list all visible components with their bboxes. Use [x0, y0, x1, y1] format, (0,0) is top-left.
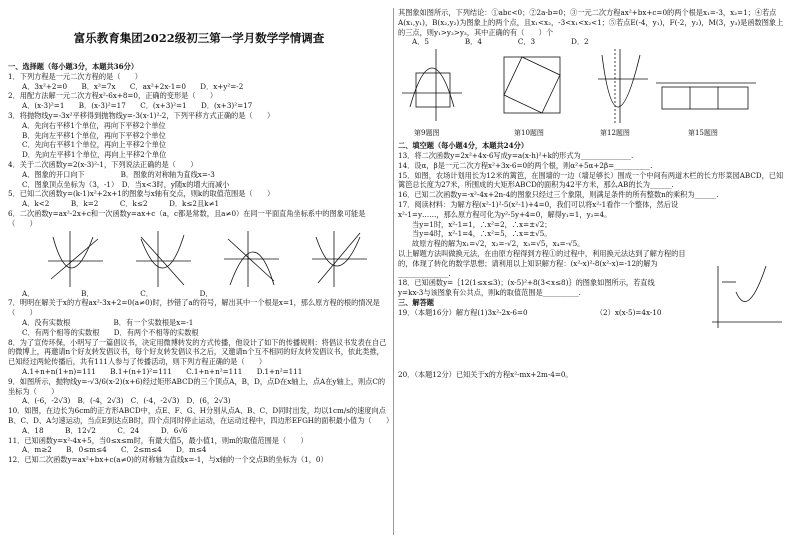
graph-d [312, 231, 367, 287]
question-15: 15．如图，农场计划用长为12米的篱笆，在围墙的一边（墙足够长）围成一个中间有两道木栏的长方形菜园ABCD，已知篱笆总长度为27米，所围成的大矩形ABCD的面积为42平方米，那么AB的长为______. [398, 170, 784, 190]
question-9-options: A．(-6，-2√3) B．(-4，2√3) C．(-4，-2√3) D．(6，2√3) [22, 396, 231, 406]
question-6-options: A． B． C． D． [22, 288, 213, 298]
left-column [8, 62, 394, 465]
right-column [398, 8, 786, 379]
figure-captions [398, 129, 786, 141]
graph-b [136, 231, 191, 287]
question-4-options-cd: C．图象顶点坐标为（3，-1） D．当x<3时，y随x的增大而减小 [22, 179, 230, 189]
caption-fig9: 第9题图 [414, 129, 440, 138]
figure-row [398, 47, 786, 129]
page-title: 富乐教育集团2022级初三第一学月数学学情调查 [73, 31, 325, 45]
question-17-case2: 当y=4时，x²-1=4，∴x²=5，∴x=±√5。 [412, 229, 552, 239]
question-5-options: A．k<2 B．k=2 C．k≤2 D．k≤2且k≠1 [22, 199, 220, 209]
question-12: 12．已知二次函数y=ax²+bx+c(a≠0)的对称轴为直线x=-1，与x轴的一个交点B的坐标为（1，0） [8, 455, 328, 465]
question-3: 3．将抛物线y=-3x²平移得到抛物线y=-3(x-1)²-2，下列平移方式正确的是（ ） [8, 110, 275, 120]
figure-10 [504, 57, 560, 113]
question-4: 4．关于二次函数y=2(x-3)²-1，下列说法正确的是（ ） [8, 159, 198, 169]
question-6: 6．二次函数y=ax²-2x+c和一次函数y=ax+c（a，c都是常数，且a≠0）在同一平面直角坐标系中的图象可能是（ ） [8, 208, 366, 228]
caption-fig10: 第10题图 [514, 129, 544, 138]
question-20: 20．（本题12分）已知关于x的方程x²-mx+2m-4=0。 [398, 369, 573, 379]
question-18-part2: y=kx-3与该图象有公共点，则k的取值范围是__________. [398, 288, 581, 298]
question-1: 1．下列方程是一元二次方程的是（ ） [8, 71, 142, 81]
caption-fig12: 第12题图 [600, 129, 630, 138]
question-6-graphs [8, 229, 390, 289]
question-8-options: A.1+n+n(1+n)=111 B.1+(n+1)²=111 C.1+n+n²=111 D.1+n²=111 [22, 366, 303, 376]
question-11-options: A．m≥2 B．0≤m≤4 C．2≤m≤4 D．m≤4 [22, 445, 207, 455]
graph-a [48, 231, 103, 287]
section-fill-heading: 二、填空题（每小题4分，本题共24分） [398, 141, 529, 151]
figures-svg [398, 47, 786, 129]
question-3-option-b: B．先向左平移1个单位，再向下平移2个单位 [22, 130, 166, 140]
question-3-option-d: D．先向左平移1个单位，再向上平移2个单位 [22, 150, 167, 160]
question-3-option-a: A．先向右平移1个单位，再向下平移2个单位 [22, 120, 166, 130]
question-10: 10．如图，在边长为6cm的正方形ABCD中，点E、F、G、H分别从点A、B、C、D同时出发，均以1cm/s的速度向点B、C、D、A匀速运动，当点E到达点B时，四个点同时停止运动，在运动过程中，四边形EFGH的面积最小值为（ ） [8, 406, 394, 425]
question-18-part1: 18．已知函数y=｛12(1≤x≤3)；(x-5)²+8(3<x≤8)｝的图象如图所示，若直线 [398, 278, 655, 288]
question-7-options-cd: C．有两个相等的实数根 D．有两个不相等的实数根 [22, 327, 199, 337]
figure-18-graph [706, 262, 784, 332]
question-2-options: A．(x-3)²=1 B．(x-3)²=17 C．(x+3)²=1 D．(x+3)²=17 [22, 101, 253, 111]
question-13: 13．将二次函数y=2x²+4x-6写成y=a(x-h)²+k的形式为______________. [398, 150, 634, 160]
question-12-options: A．5 B．4 C．3 D．2 [412, 37, 589, 47]
question-5: 5．已知二次函数y=(k-1)x²+2x+1的图象与x轴有交点，则k的取值范围是（ ） [8, 189, 275, 199]
question-6-graph-svg [8, 229, 390, 289]
question-17-solution: 故原方程的解为x₁=√2，x₂=-√2，x₃=√5，x₄=-√5。 [412, 239, 585, 249]
figure-15 [656, 83, 756, 109]
section-choice-heading: 一、选择题（每小题3分，本题共36分） [8, 62, 139, 71]
figure-12 [598, 49, 648, 123]
question-10-options: A．18 B．12√2 C．24 D．6√6 [22, 425, 188, 435]
question-9: 9．如图所示，抛物线y=-√3/6(x-2)(x+6)经过矩形ABCD的三个顶点A，B，D，点D在x轴上，点A在y轴上，则点C的坐标为（ ） [8, 376, 386, 396]
question-17-block [398, 200, 786, 278]
question-17-intro: 17．阅读材料：为解方程(x²-1)²-5(x²-1)+4=0，我们可以将x²-1看作一个整体，然后设x²-1=y……，那么原方程可化为y²-5y+4=0，解得y₁=1，y₂=4。 [398, 199, 679, 219]
question-19: 19．（本题16分）解方程(1)3x²-2x-6=0 （2）x(x-5)=4x-10 [398, 307, 662, 317]
question-2: 2．用配方法解一元二次方程x²-6x+8=0，正确的变形是（ ） [8, 91, 218, 101]
question-17-case1: 当y=1时，x²-1=1，∴x²=2，∴x=±√2； [412, 219, 552, 229]
question-12-continued: 其图象如图所示，下列结论：①abc<0；②2a-b=0；③一元二次方程ax²+bx+c=0的两个根是x₁=-3，x₂=1；④若点A(x₁,y₁)，B(x₂,y₂)为图象上的两个点，且x₁<x₂，-3<x₁<x₂<1；⑤若点E(-4，y₁)，F(-2，y₂)，M(3，y₃)是函数图象上的三点，则y₁>y₂>y₃，其中正确的有（ ）个 [398, 8, 784, 37]
question-3-option-c: C．先向右平移1个单位，再向上平移2个单位 [22, 140, 167, 150]
question-1-options: A．3x²+2=0 B．x²=7x C．ax²+2x-1=0 D．x+y²=-2 [22, 81, 244, 91]
question-14: 14．设α，β是一元二次方程x²+3x-6=0的两个根，则α²+5α+2β=__________. [398, 160, 653, 170]
section-answer-heading: 三、解答题 [398, 297, 434, 307]
question-8: 8．为了宣传环保，小明写了一篇倡议书，决定用微博转发的方式传播，他设计了如下的传播规则：将倡议书发表在自己的微博上，再邀请n个好友转发倡议书，每个好友转发倡议书之后，又邀请n个互不相同的好友转发倡议书，依此类推，已知经过两轮传播后，共有111人参与了传播活动，则下列方程正确的是（ ） [8, 337, 387, 367]
question-16: 16．已知二次函数y=-x²-4x+2n-4的图象只经过三个象限，则满足条件的所有整数n的乘积为______. [398, 190, 719, 200]
column-divider [393, 8, 394, 535]
graph-c [224, 231, 279, 287]
question-7: 7．明明在解关于x的方程ax²-3x+2=0(a≠0)时，抄错了a的符号，解出其中一个根是x=1，那么原方程的根的情况是（ ） [8, 298, 380, 318]
question-17-task: 以上解题方法叫做换元法，在由原方程得到方程①的过程中，利用换元法达到了解方程的目的，体现了转化的数学思想；请利用以上知识解方程：(x²-x)²-8(x²-x)=-12的解为______________. [398, 248, 686, 278]
caption-fig15: 第15题图 [688, 129, 718, 138]
figure-9 [402, 49, 462, 121]
question-11: 11．已知函数y=x²-4x+5，当0≤x≤m时，有最大值5，最小值1，则m的取值范围是（ ） [8, 435, 308, 445]
question-7-options-ab: A．没有实数根 B．有一个实数根是x=-1 [22, 317, 194, 327]
question-4-options-ab: A．图象的开口向下 B．图象的对称轴为直线x=-3 [22, 169, 215, 179]
